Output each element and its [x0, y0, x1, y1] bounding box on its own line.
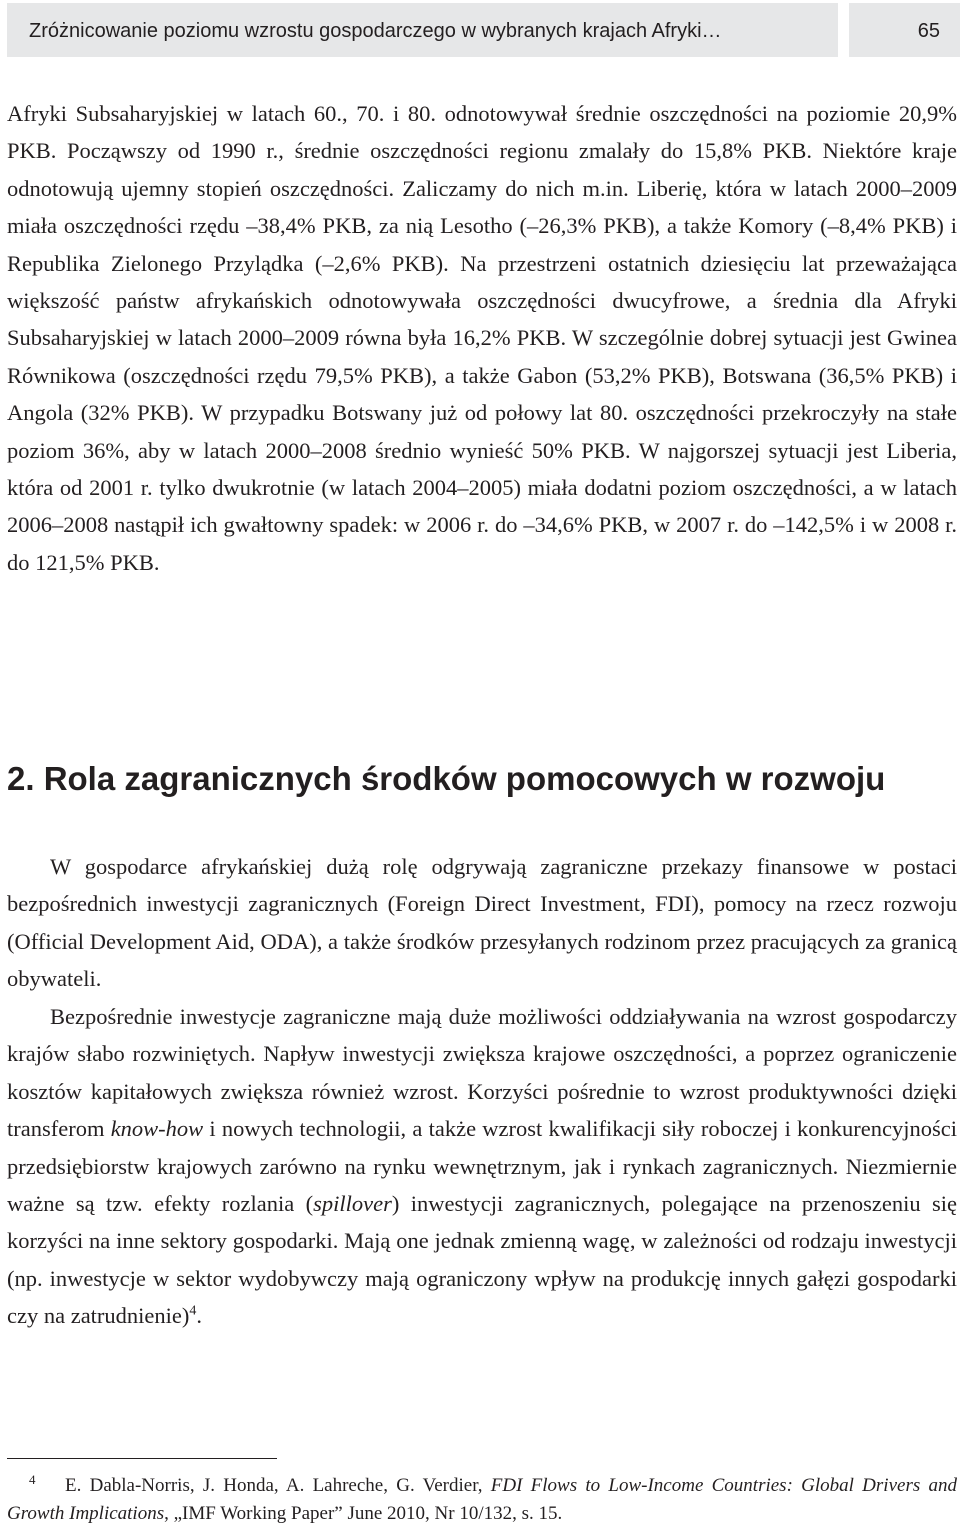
body-paragraph-1: Afryki Subsaharyjskiej w latach 60., 70. i 80. odnotowywał średnie oszczędności na poziomie 20,9% PKB. Począwszy od 1990 r., średnie oszczędności regionu zmalały do 15,8% PKB. Niektóre kraje odnotowują ujemny stopień oszczędności. Zaliczamy do nich m.in. Liberię, która w latach 2000–2009 miała oszczędności rzędu –38,4% PKB, za nią Lesotho (–26,3% PKB), a także Komory (–8,4% PKB) i Republika Zielonego Przylądka (–2,6% PKB). Na przestrzeni ostatnich dziesięciu lat przeważająca większość państw afrykańskich odnotowywała oszczędności dwucyfrowe, a średnia dla Afryki Subsaharyjskiej w latach 2000–2009 równa była 16,2% PKB. W szczególnie dobrej sytuacji jest Gwinea Równikowa (oszczędności rzędu 79,5% PKB), a także Gabon (53,2% PKB), Botswana (36,5% PKB) i Angola (32% PKB). W przypadku Botswany już od połowy lat 80. oszczędności przekroczyły na stałe poziom 36%, aby w latach 2000–2008 średnio wynieść 50% PKB. W najgorszej sytuacji jest Liberia, która od 2001 r. tylko dwukrotnie (w latach 2004–2005) miała dodatni poziom oszczędności, a w latach 2006–2008 nastąpił ich gwałtowny spadek: w 2006 r. do –34,6% PKB, w 2007 r. do –142,5% i w 2008 r. do 121,5% PKB. — [7, 101, 957, 575]
italic-term-know-how: know-how — [110, 1116, 204, 1142]
footnote: 4 E. Dabla-Norris, J. Honda, A. Lahreche, G. Verdier, FDI Flows to Low-Income Countries: Global Drivers and Growth Implications, „IMF Working Paper” June 2010, Nr 10/132, s. 15. — [7, 1471, 957, 1524]
footnote-separator — [7, 1458, 277, 1459]
section-heading: 2. Rola zagranicznych środków pomocowych w rozwoju — [7, 760, 886, 797]
footnote-title: FDI Flows to Low-Income Countries: Global Drivers and Growth Implications — [7, 1475, 957, 1524]
page-number: 65 — [917, 20, 940, 42]
paragraph-3-text-b: i nowych technologii, a także wzrost kwalifikacji siły roboczej i konkurencyjności przedsiębiorstw krajowych zarówno na rynku wewnętrznym, jak i rynkach zagranicznych. Niezmiernie ważne są tzw. efekty rozlania ( — [7, 1116, 957, 1217]
paragraph-3-text-c: ) inwestycji zagranicznych, polegające na przenoszeniu się korzyści na inne sektory gospodarki. Mają one jednak zmienną wagę, w zależności od rodzaju inwestycji (np. inwestycje w sektor wydobywczy mają ograniczony wpływ na produkcję innych gałęzi gospodarki czy na zatrudnienie) — [7, 1191, 957, 1329]
footnote-reference[interactable]: 4 — [189, 1303, 197, 1319]
paragraph-3-text-a: Bezpośrednie inwestycje zagraniczne mają duże możliwości oddziaływania na wzrost gospodarczy krajów słabo rozwiniętych. Napływ inwestycji zwiększa krajowe oszczędności, a poprzez ograniczenie kosztów kapitałowych zwiększa również wzrost. Korzyści pośrednie to wzrost produktywności dzięki transferom — [7, 1004, 957, 1142]
running-title: Zróżnicowanie poziomu wzrostu gospodarczego w wybranych krajach Afryki… — [29, 20, 722, 42]
header-bar — [7, 3, 838, 57]
paragraph-3-end: . — [196, 1303, 203, 1329]
body-paragraph-3 — [7, 998, 957, 1335]
footnote-authors: E. Dabla-Norris, J. Honda, A. Lahreche, G. Verdier, — [65, 1475, 491, 1496]
body-paragraph-2: W gospodarce afrykańskiej dużą rolę odgrywają zagraniczne przekazy finansowe w postaci bezpośrednich inwestycji zagranicznych (Foreign Direct Investment, FDI), pomocy na rzecz rozwoju (Official Development Aid, ODA), a także środków przesyłanych rodzinom przez pracujących za granicą obywateli. — [7, 854, 957, 992]
page-number-box — [849, 3, 960, 57]
italic-term-spillover: spillover — [313, 1191, 392, 1217]
footnote-source: , „IMF Working Paper” June 2010, Nr 10/132, s. 15. — [164, 1503, 563, 1524]
running-header — [0, 0, 960, 60]
